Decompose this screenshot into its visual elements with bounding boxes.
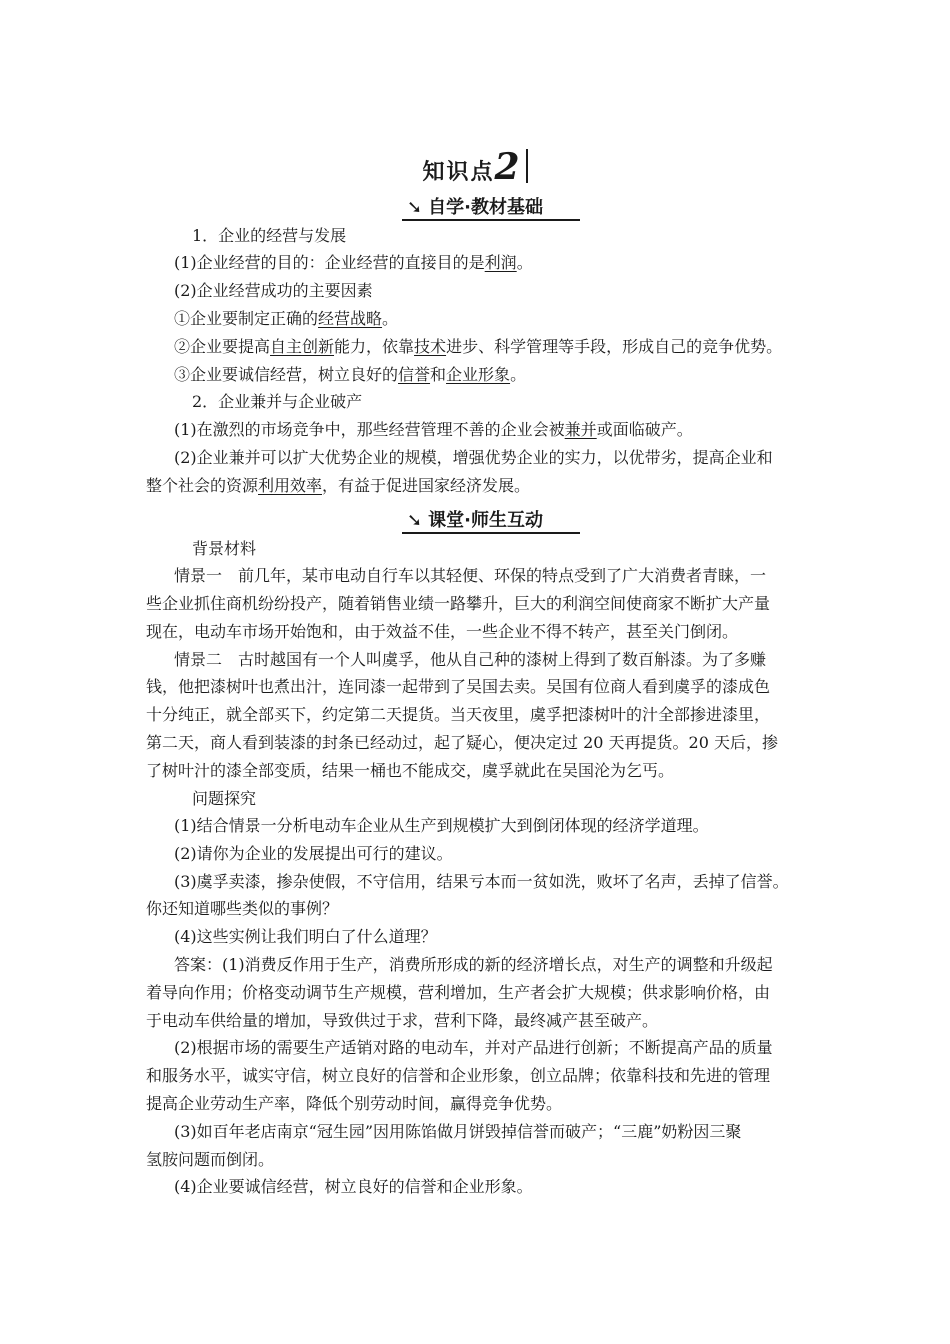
- s2-line-6: 钱，他把漆树叶也煮出汁，连同漆一起带到了吴国去卖。吴国有位商人看到虞孚的漆成色: [146, 677, 771, 696]
- s2-line-2: 情景一 前几年，某市电动自行车以其轻便、环保的特点受到了广大消费者青睐，一: [174, 566, 767, 585]
- text-fragment: 和: [430, 365, 447, 384]
- underlined-answer: 经营战略: [318, 309, 383, 328]
- text-fragment: ，有益于促进国家经济发展。: [322, 476, 531, 495]
- s1-line-10: [146, 476, 530, 496]
- text-fragment: ①企业要制定正确的: [174, 309, 319, 328]
- s2-line-10: 问题探究: [192, 789, 257, 808]
- s2-line-11: (1)结合情景一分析电动车企业从生产到规模扩大到倒闭体现的经济学道理。: [174, 816, 709, 835]
- s1-line-2: [174, 253, 533, 273]
- s2-line-24: (4)企业要诚信经营，树立良好的信誉和企业形象。: [174, 1177, 533, 1196]
- s2-line-18: 于电动车供给量的增加，导致供过于求，营利下降，最终减产甚至破产。: [146, 1011, 659, 1030]
- s2-line-20: 和服务水平，诚实守信，树立良好的信誉和企业形象，创立品牌；依靠科技和先进的管理: [146, 1066, 771, 1085]
- s2-line-14: 你还知道哪些类似的事例？: [146, 899, 339, 918]
- underlined-answer: 兼并: [564, 420, 597, 439]
- s2-line-7: 十分纯正，就全部买下，约定第二天提货。当天夜里，虞孚把漆树叶的汁全部掺进漆里，: [146, 705, 771, 724]
- underlined-answer: 企业形象: [446, 365, 511, 384]
- s1-line-7: [192, 392, 362, 412]
- underlined-answer: 自主创新: [270, 337, 335, 356]
- text-fragment: 。: [516, 253, 533, 272]
- text-fragment: (2)企业经营成功的主要因素: [174, 281, 373, 300]
- s2-line-16: 答案：(1)消费反作用于生产，消费所形成的新的经济增长点，对生产的调整和升级起: [174, 955, 773, 974]
- arrow-down-right-icon: ➘: [407, 510, 423, 531]
- text-fragment: 能力，依靠: [334, 337, 415, 356]
- text-fragment: 1．企业的经营与发展: [192, 226, 347, 245]
- text-fragment: ③企业要诚信经营，树立良好的: [174, 365, 399, 384]
- s1-line-3: [174, 281, 373, 301]
- s2-line-21: 提高企业劳动生产率，降低个别劳动时间，赢得竞争优势。: [146, 1094, 563, 1113]
- s2-line-5: 情景二 古时越国有一个人叫虞孚，他从自己种的漆树上得到了数百斛漆。为了多赚: [174, 650, 767, 669]
- s2-line-23: 氢胺问题而倒闭。: [146, 1150, 275, 1169]
- knowledge-point-number: 2: [494, 146, 520, 188]
- s2-line-22: (3)如百年老店南京“冠生园”因用陈馅做月饼毁掉信誉而破产；“三鹿”奶粉因三聚: [174, 1122, 742, 1141]
- knowledge-point-label: 知识点: [422, 160, 495, 185]
- s1-line-5: [174, 337, 782, 357]
- s2-line-9: 了树叶汁的漆全部变质，结果一桶也不能成交，虞孚就此在吴国沦为乞丐。: [146, 761, 675, 780]
- s2-line-13: (3)虞孚卖漆，掺杂使假，不守信用，结果亏本而一贫如洗，败坏了名声，丢掉了信誉。: [174, 872, 789, 891]
- text-fragment: 。: [510, 365, 527, 384]
- s1-line-9: [174, 448, 773, 468]
- text-fragment: (1)企业经营的目的：企业经营的直接目的是: [174, 253, 485, 272]
- heading-bar: [526, 149, 528, 183]
- s2-line-3: 些企业抓住商机纷纷投产，随着销售业绩一路攀升，巨大的利润空间使商家不断扩大产量: [146, 594, 771, 613]
- text-fragment: 。: [382, 309, 399, 328]
- underlined-answer: 利润: [484, 253, 517, 272]
- section-underline: [402, 219, 580, 221]
- text-fragment: 整个社会的资源: [146, 476, 259, 495]
- knowledge-point-heading: [0, 146, 950, 188]
- section-underline: [402, 532, 580, 534]
- s2-line-15: (4)这些实例让我们明白了什么道理？: [174, 927, 437, 946]
- underlined-answer: 利用效率: [258, 476, 323, 495]
- text-fragment: (1)在激烈的市场竞争中，那些经营管理不善的企业会被: [174, 420, 565, 439]
- s1-line-4: [174, 309, 398, 329]
- section-header-self-study: [0, 193, 950, 219]
- underlined-answer: 信誉: [398, 365, 431, 384]
- underlined-answer: 技术: [414, 337, 447, 356]
- s2-line-17: 着导向作用；价格变动调节生产规模，营利增加，生产者会扩大规模；供求影响价格，由: [146, 983, 771, 1002]
- section-title: 自学·教材基础: [428, 197, 543, 218]
- text-fragment: ②企业要提高: [174, 337, 271, 356]
- s2-line-4: 现在，电动车市场开始饱和，由于效益不佳，一些企业不得不转产，甚至关门倒闭。: [146, 622, 739, 641]
- arrow-down-right-icon: ➘: [407, 197, 423, 218]
- text-fragment: 2．企业兼并与企业破产: [192, 392, 363, 411]
- s1-line-1: [192, 226, 346, 246]
- s2-line-8: 第二天，商人看到装漆的封条已经动过，起了疑心，便决定过 20 天再提货。20 天后，掺: [146, 733, 778, 752]
- section-title: 课堂·师生互动: [428, 510, 543, 531]
- text-fragment: (2)企业兼并可以扩大优势企业的规模，增强优势企业的实力，以优带劣，提高企业和: [174, 448, 773, 467]
- s2-line-1: 背景材料: [192, 539, 257, 558]
- s2-line-19: (2)根据市场的需要生产适销对路的电动车，并对产品进行创新；不断提高产品的质量: [174, 1038, 773, 1057]
- s1-line-6: [174, 365, 526, 385]
- text-fragment: 进步、科学管理等手段，形成自己的竞争优势。: [446, 337, 783, 356]
- text-fragment: 或面临破产。: [596, 420, 693, 439]
- s2-line-12: (2)请你为企业的发展提出可行的建议。: [174, 844, 453, 863]
- section-header-classroom: [0, 506, 950, 532]
- s1-line-8: [174, 420, 693, 440]
